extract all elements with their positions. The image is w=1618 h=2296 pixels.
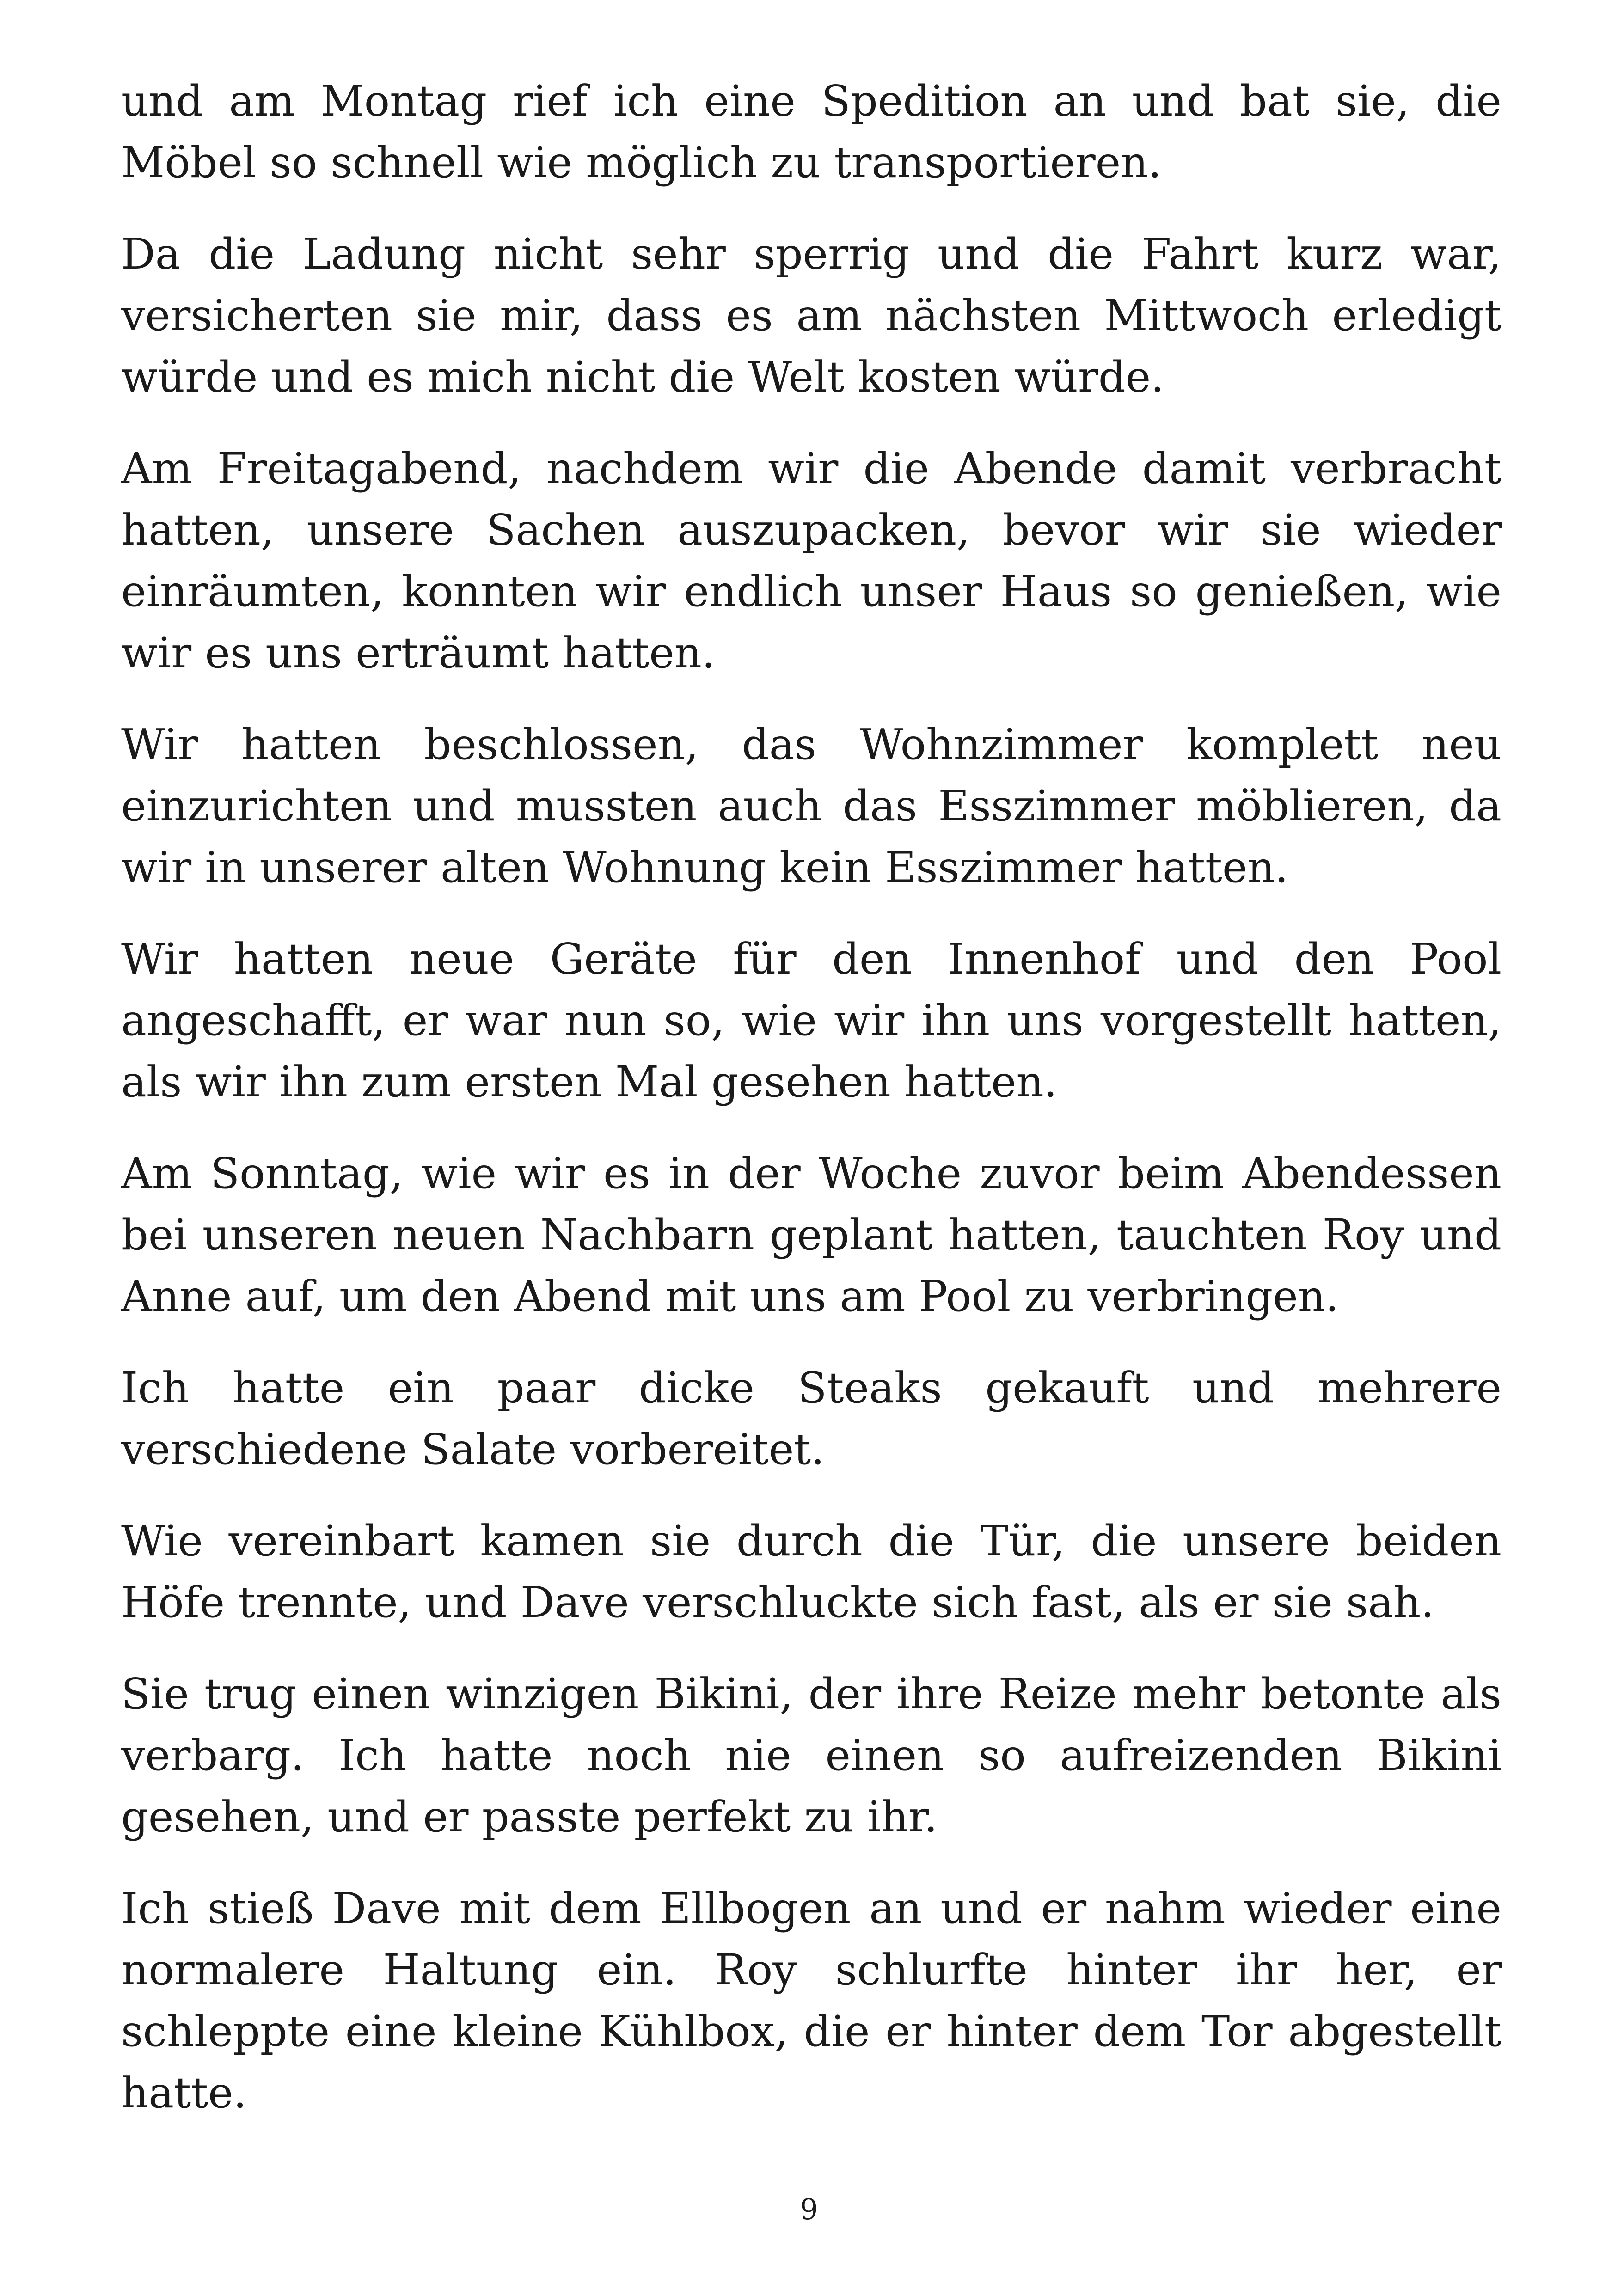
paragraph: Sie trug einen winzigen Bikini, der ihre Reize mehr betonte als verbarg. Ich hatte noch nie einen so aufreizenden Bikini gesehen, und er passte perfekt zu ihr. xyxy=(121,1669,1502,1842)
paragraph: Am Sonntag, wie wir es in der Woche zuvor beim Abendessen bei unseren neuen Nachbarn geplant hatten, tauchten Roy und Anne auf, um den Abend mit uns am Pool zu verbringen. xyxy=(121,1149,1502,1321)
page-number: 9 xyxy=(800,2192,818,2226)
paragraph: Wir hatten beschlossen, das Wohnzimmer komplett neu einzurichten und mussten auch das Esszimmer möblieren, da wir in unserer alten Wohnung kein Esszimmer hatten. xyxy=(121,720,1502,892)
paragraph: Ich hatte ein paar dicke Steaks gekauft und mehrere verschiedene Salate vorbereitet. xyxy=(121,1363,1502,1474)
body-text xyxy=(121,70,1502,2154)
paragraph: Am Freitagabend, nachdem wir die Abende damit verbracht hatten, unsere Sachen auszupacken, bevor wir sie wieder einräumten, konnten wir endlich unser Haus so genießen, wie wir es uns erträumt hatten. xyxy=(121,444,1502,678)
paragraph: Da die Ladung nicht sehr sperrig und die Fahrt kurz war, versicherten sie mir, dass es am nächsten Mittwoch erledigt würde und es mich nicht die Welt kosten würde. xyxy=(121,229,1502,402)
paragraph: und am Montag rief ich eine Spedition an und bat sie, die Möbel so schnell wie möglich zu transportieren. xyxy=(121,76,1502,187)
paragraph: Wie vereinbart kamen sie durch die Tür, die unsere beiden Höfe trennte, und Dave verschluckte sich fast, als er sie sah. xyxy=(121,1516,1502,1627)
paragraph: Ich stieß Dave mit dem Ellbogen an und er nahm wieder eine normalere Haltung ein. Roy schlurfte hinter ihr her, er schleppte eine kleine Kühlbox, die er hinter dem Tor abgestellt hatte. xyxy=(121,1884,1502,2118)
paragraph: Wir hatten neue Geräte für den Innenhof und den Pool angeschafft, er war nun so, wie wir ihn uns vorgestellt hatten, als wir ihn zum ersten Mal gesehen hatten. xyxy=(121,934,1502,1107)
